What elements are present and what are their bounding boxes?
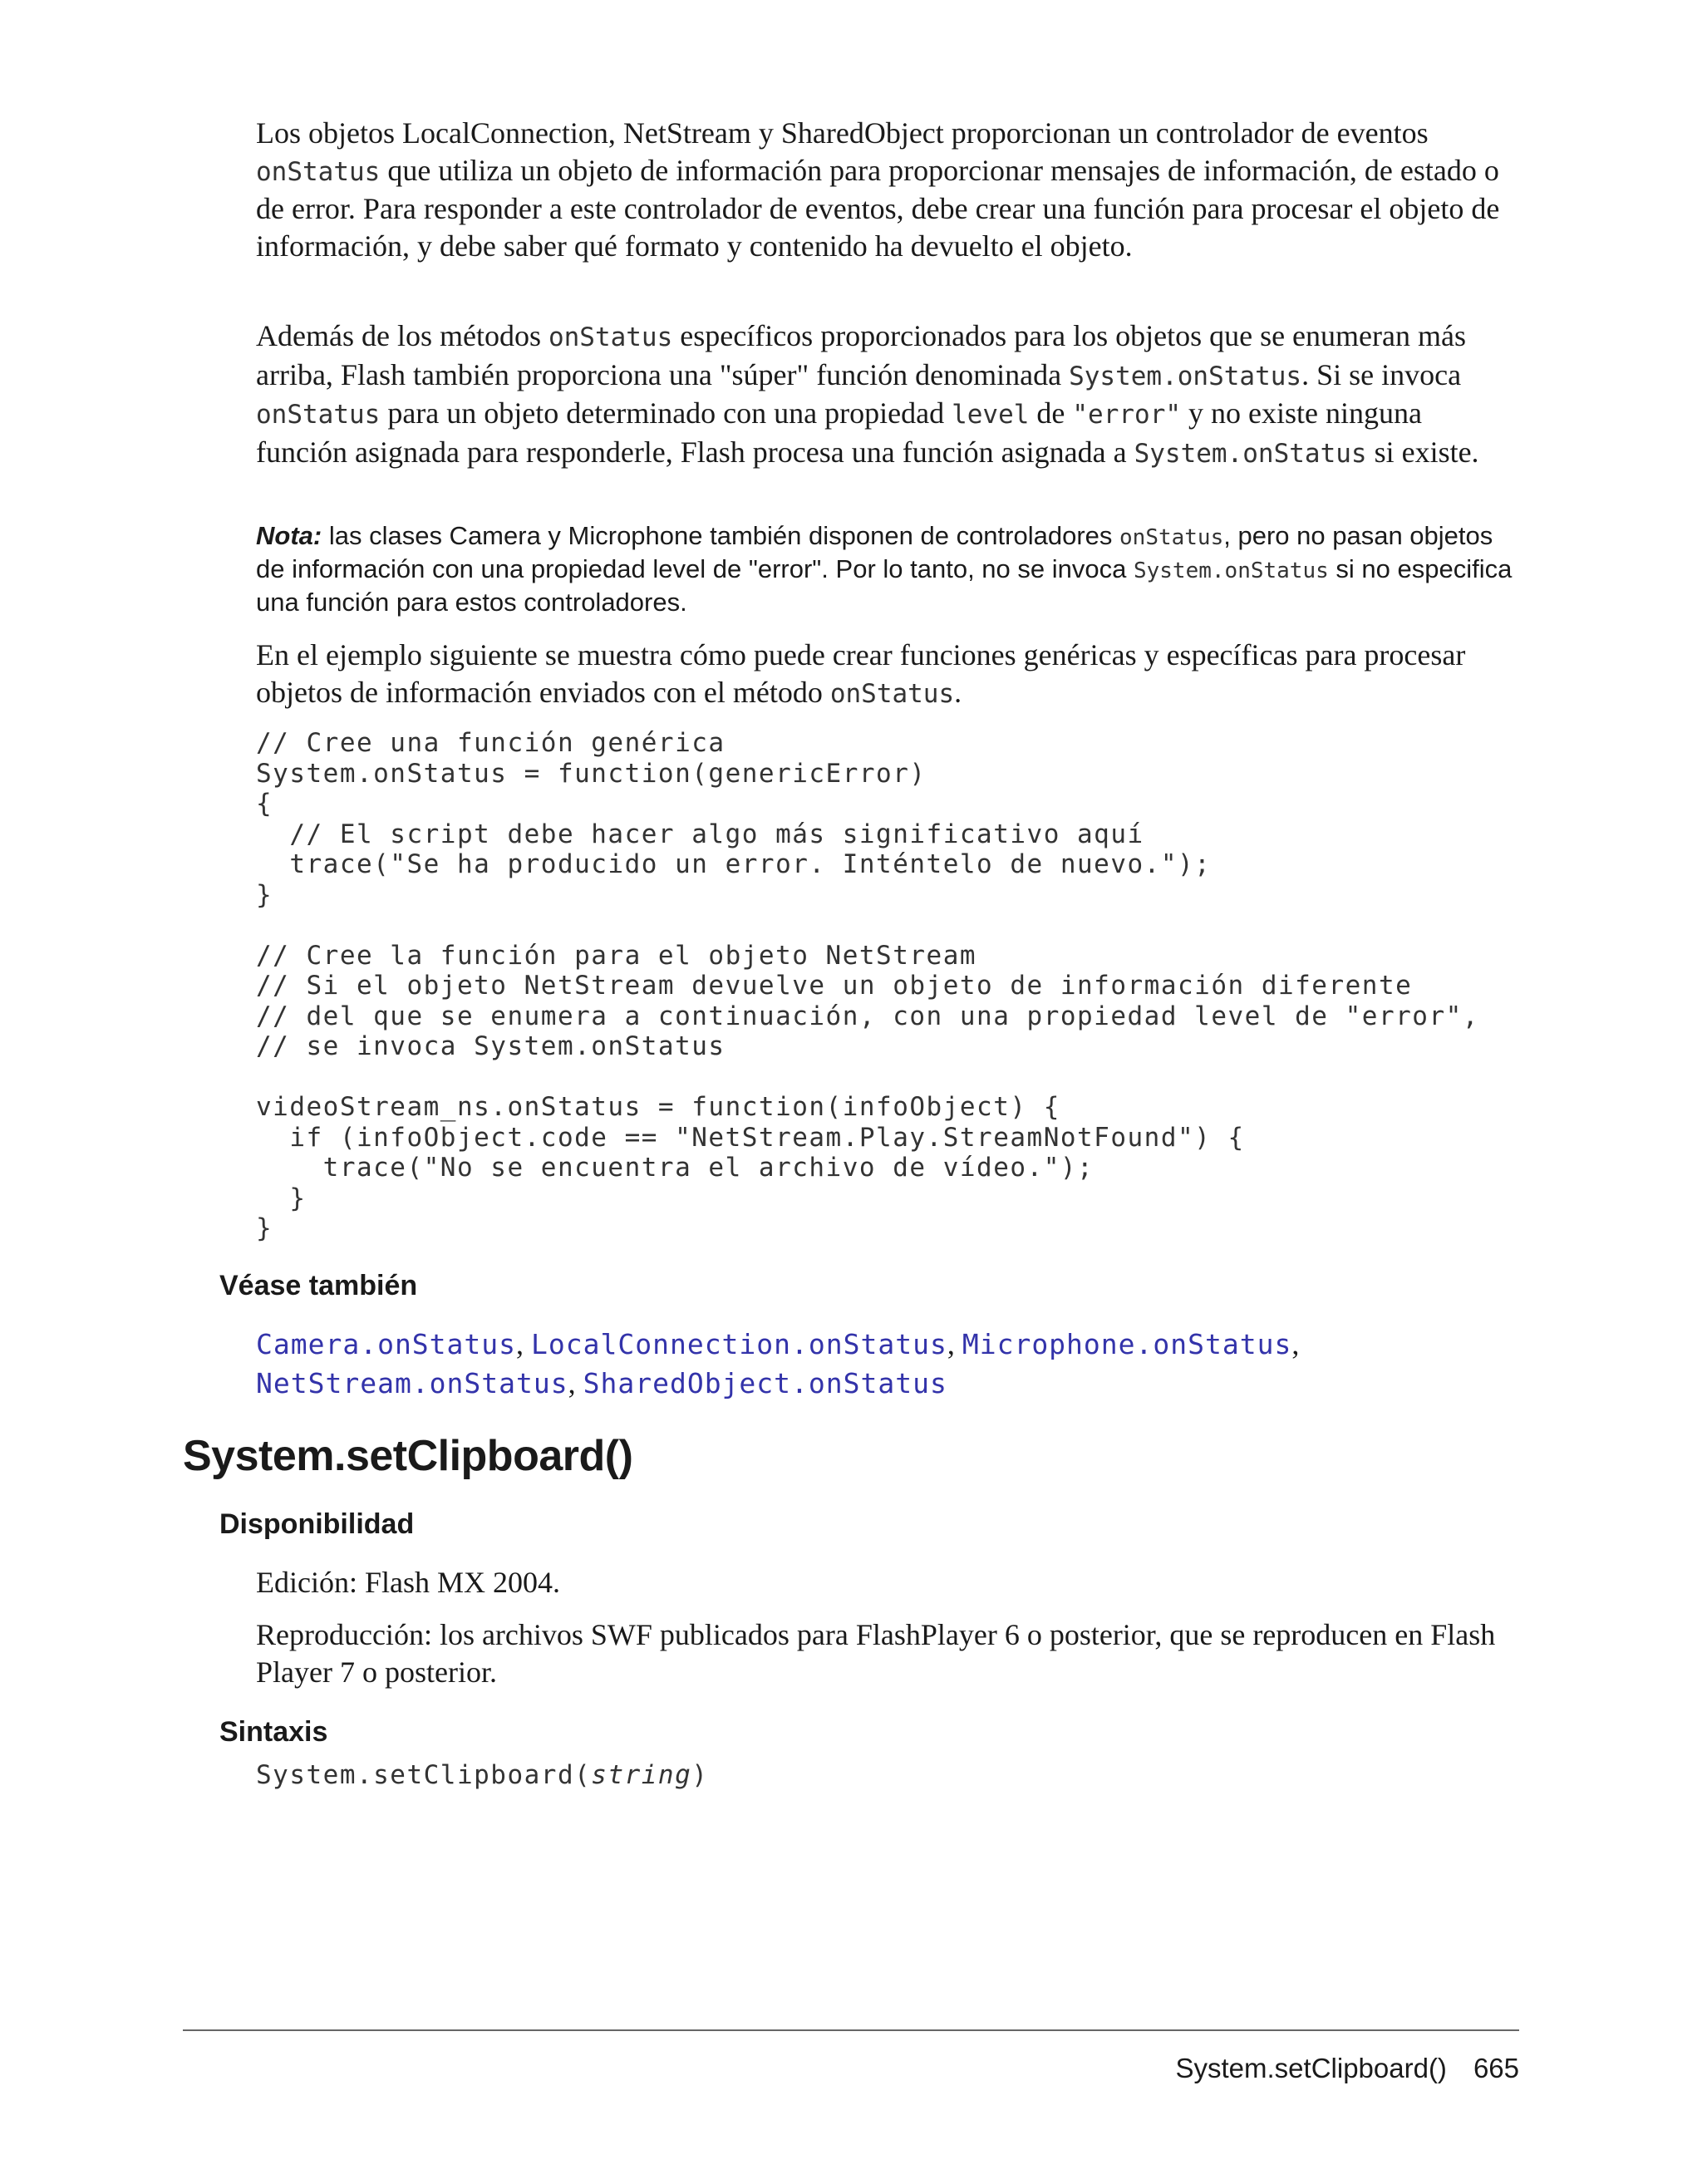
see-also-links [256,1326,1519,1404]
link-camera-onstatus[interactable]: Camera.onStatus [256,1328,517,1360]
footer-divider [183,2029,1519,2031]
text-run: , pero no pasan objetos de información con una propiedad level de "error". Por lo tanto, no se invoca [256,521,1493,583]
page-footer [1175,2053,1519,2084]
syntax-heading: Sintaxis [219,1716,328,1748]
syntax-text: System.setClipboard( [256,1760,592,1790]
edition-paragraph: Edición: Flash MX 2004. [256,1566,560,1599]
link-separator: , [516,1327,532,1360]
footer-title: System.setClipboard() [1175,2053,1447,2083]
example-intro-paragraph [256,637,1519,712]
link-localconnection-onstatus[interactable]: LocalConnection.onStatus [531,1328,947,1360]
text-run: . [954,675,962,709]
inline-code: onStatus [829,678,955,709]
text-run: de [1029,396,1073,430]
inline-code: "error" [1072,400,1182,430]
availability-heading: Disponibilidad [219,1508,415,1540]
text-run: En el ejemplo siguiente se muestra cómo puede crear funciones genéricas y específicas para procesar objetos de información enviados con el método [256,638,1466,709]
note-paragraph [256,520,1519,617]
playback-paragraph: Reproducción: los archivos SWF publicados para FlashPlayer 6 o posterior, que se reproducen en Flash Player 7 o posterior. [256,1618,1496,1689]
link-netstream-onstatus[interactable]: NetStream.onStatus [256,1367,568,1399]
inline-code: System.onStatus [1069,361,1302,391]
syntax-param: string [591,1760,692,1790]
inline-code: onStatus [548,322,673,352]
syntax-text: ) [691,1760,709,1790]
text-run: y no existe ninguna función asignada para responderle, Flash procesa una función asignada a [256,396,1422,469]
link-microphone-onstatus[interactable]: Microphone.onStatus [962,1328,1292,1360]
system-onstatus-paragraph [256,317,1519,472]
link-separator: , [947,1327,962,1360]
note-label: Nota: [256,521,322,550]
inline-code: onStatus [1119,525,1224,550]
text-run: Además de los métodos [256,319,548,352]
inline-code: level [952,400,1030,430]
intro-paragraph [256,115,1519,264]
link-separator: , [1291,1327,1300,1360]
text-run: si no especifica una función para estos controladores. [256,554,1513,617]
link-separator: , [568,1366,583,1399]
section-title: System.setClipboard() [183,1432,633,1480]
inline-code: System.onStatus [1133,558,1329,583]
inline-code: System.onStatus [1134,438,1367,469]
text-run: si existe. [1366,435,1479,469]
text-run: específicos proporcionados para los objetos que se enumeran más arriba, Flash también proporciona una "súper" función denominada [256,319,1466,391]
see-also-heading: Véase también [219,1270,418,1301]
text-run: que utiliza un objeto de información para proporcionar mensajes de información, de estado o de error. Para responder a este controlador de eventos, debe crear una función para procesar el objeto de información, y debe saber qué formato y contenido ha devuelto el objeto. [256,153,1500,263]
text-run: las clases Camera y Microphone también disponen de controladores [322,521,1120,550]
text-run: . Si se invoca [1301,357,1462,391]
code-example: // Cree una función genérica System.onStatus = function(genericError) { // El script debe hacer algo más significativo aquí trace("Se ha producido un error. Inténtelo de nuevo."); } // Cree la función para el objeto NetStream // Si el objeto NetStream devuelve un objeto de información diferente // del que se enumera a continuación, con una propiedad level de "error", // se invoca System.onStatus videoStream_ns.onStatus = function(infoObject) { if (infoObject.code == "NetStream.Play.StreamNotFound") { trace("No se encuentra el archivo de vídeo."); } } [256,728,1479,1243]
inline-code: onStatus [256,400,381,430]
text-run: para un objeto determinado con una propiedad [380,396,952,430]
link-sharedobject-onstatus[interactable]: SharedObject.onStatus [583,1367,947,1399]
text-run: Los objetos LocalConnection, NetStream y SharedObject proporcionan un controlador de eventos [256,116,1429,150]
syntax-code [256,1760,1552,1791]
inline-code: onStatus [256,156,381,187]
page-number: 665 [1473,2053,1519,2083]
